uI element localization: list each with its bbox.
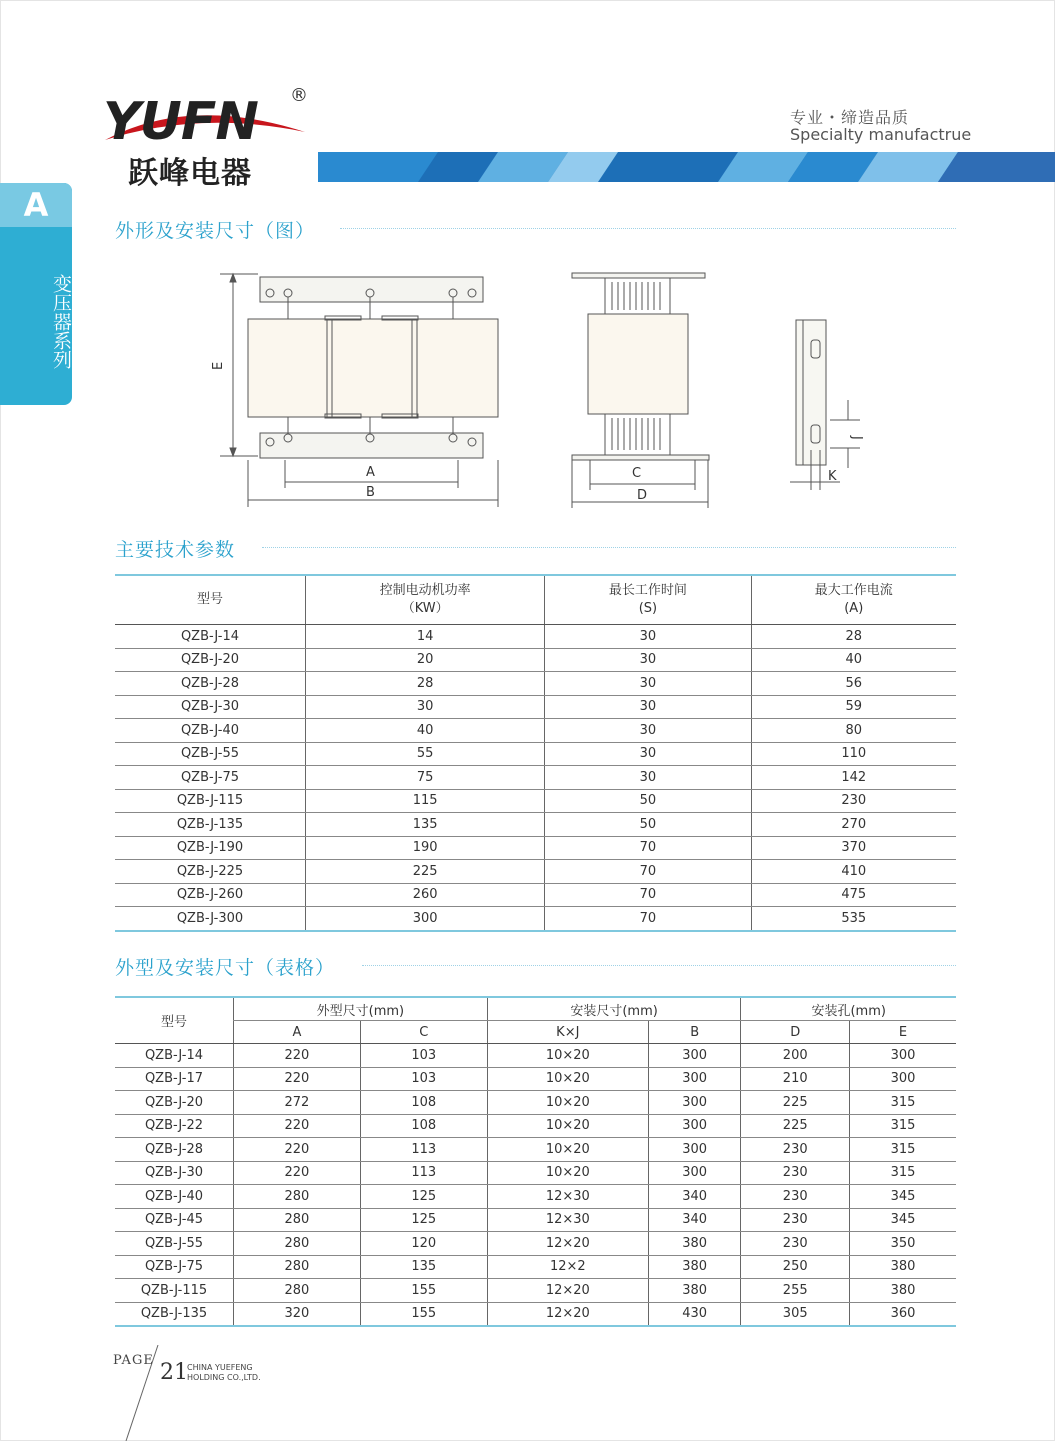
brand-name-cn: 跃峰电器 bbox=[128, 156, 252, 191]
table-row bbox=[115, 1138, 956, 1162]
value-cell: 300 bbox=[849, 1044, 956, 1068]
value-cell: 10×20 bbox=[487, 1114, 648, 1138]
value-cell: 142 bbox=[751, 766, 956, 790]
value-cell: 30 bbox=[545, 742, 751, 766]
value-cell: 535 bbox=[751, 907, 956, 931]
header-a: A bbox=[234, 1021, 361, 1044]
model-cell: QZB-J-45 bbox=[115, 1208, 234, 1232]
value-cell: 380 bbox=[648, 1255, 741, 1279]
table-row bbox=[115, 648, 956, 672]
model-cell: QZB-J-75 bbox=[115, 1255, 234, 1279]
value-cell: 12×30 bbox=[487, 1185, 648, 1209]
model-cell: QZB-J-30 bbox=[115, 695, 306, 719]
slogan-en: Specialty manufactrue bbox=[790, 125, 972, 144]
model-cell: QZB-J-17 bbox=[115, 1067, 234, 1091]
section-divider bbox=[362, 965, 956, 966]
table-row bbox=[115, 836, 956, 860]
table-row bbox=[115, 1279, 956, 1303]
value-cell: 305 bbox=[741, 1302, 850, 1326]
header-d: D bbox=[741, 1021, 850, 1044]
value-cell: 108 bbox=[360, 1091, 487, 1115]
value-cell: 120 bbox=[360, 1232, 487, 1256]
value-cell: 190 bbox=[306, 836, 545, 860]
label-c: C bbox=[632, 466, 642, 481]
model-cell: QZB-J-20 bbox=[115, 648, 306, 672]
table-header-row bbox=[115, 575, 956, 625]
value-cell: 108 bbox=[360, 1114, 487, 1138]
header-power-unit: （KW） bbox=[401, 601, 449, 616]
value-cell: 155 bbox=[360, 1279, 487, 1303]
header-current-label: 最大工作电流 bbox=[814, 583, 893, 598]
table-group-header-row bbox=[115, 997, 956, 1021]
value-cell: 10×20 bbox=[487, 1067, 648, 1091]
table-header-row bbox=[115, 1021, 956, 1044]
slogan-cn: 专业・缔造品质 bbox=[790, 108, 910, 127]
table-row bbox=[115, 1185, 956, 1209]
model-cell: QZB-J-28 bbox=[115, 672, 306, 696]
value-cell: 113 bbox=[360, 1138, 487, 1162]
table-row bbox=[115, 1232, 956, 1256]
model-cell: QZB-J-14 bbox=[115, 625, 306, 649]
value-cell: 30 bbox=[545, 766, 751, 790]
header-time bbox=[545, 575, 751, 625]
table-row bbox=[115, 1208, 956, 1232]
section-title-params: 主要技术参数 bbox=[115, 539, 236, 561]
value-cell: 80 bbox=[751, 719, 956, 743]
value-cell: 230 bbox=[741, 1161, 850, 1185]
header-time-label: 最长工作时间 bbox=[608, 583, 687, 598]
value-cell: 340 bbox=[648, 1208, 741, 1232]
value-cell: 200 bbox=[741, 1044, 850, 1068]
header-power bbox=[306, 575, 545, 625]
value-cell: 410 bbox=[751, 860, 956, 884]
value-cell: 113 bbox=[360, 1161, 487, 1185]
value-cell: 30 bbox=[545, 695, 751, 719]
value-cell: 70 bbox=[545, 860, 751, 884]
value-cell: 370 bbox=[751, 836, 956, 860]
label-d: D bbox=[637, 488, 648, 503]
value-cell: 300 bbox=[648, 1161, 741, 1185]
value-cell: 280 bbox=[234, 1208, 361, 1232]
model-cell: QZB-J-40 bbox=[115, 719, 306, 743]
label-b: B bbox=[366, 485, 375, 500]
value-cell: 345 bbox=[849, 1185, 956, 1209]
header-model: 型号 bbox=[115, 575, 306, 625]
value-cell: 103 bbox=[360, 1044, 487, 1068]
value-cell: 250 bbox=[741, 1255, 850, 1279]
value-cell: 230 bbox=[741, 1138, 850, 1162]
value-cell: 220 bbox=[234, 1067, 361, 1091]
page-number: 21 bbox=[160, 1360, 188, 1385]
label-a: A bbox=[366, 465, 375, 480]
value-cell: 50 bbox=[545, 813, 751, 837]
table-row bbox=[115, 742, 956, 766]
table-row bbox=[115, 1161, 956, 1185]
value-cell: 30 bbox=[545, 719, 751, 743]
dimension-drawing bbox=[200, 260, 900, 515]
company-line-1: CHINA YUEFENG bbox=[187, 1363, 253, 1372]
value-cell: 125 bbox=[360, 1185, 487, 1209]
model-cell: QZB-J-115 bbox=[115, 1279, 234, 1303]
value-cell: 70 bbox=[545, 836, 751, 860]
header-current-unit: (A) bbox=[844, 601, 864, 616]
value-cell: 300 bbox=[306, 907, 545, 931]
value-cell: 300 bbox=[648, 1067, 741, 1091]
page-label: PAGE bbox=[113, 1353, 154, 1368]
value-cell: 30 bbox=[545, 672, 751, 696]
label-e: E bbox=[211, 361, 226, 370]
value-cell: 225 bbox=[741, 1114, 850, 1138]
table-row bbox=[115, 695, 956, 719]
value-cell: 380 bbox=[648, 1232, 741, 1256]
header-install-hole: 安装孔(mm) bbox=[741, 997, 956, 1021]
value-cell: 115 bbox=[306, 789, 545, 813]
value-cell: 12×20 bbox=[487, 1302, 648, 1326]
value-cell: 270 bbox=[751, 813, 956, 837]
value-cell: 50 bbox=[545, 789, 751, 813]
model-cell: QZB-J-75 bbox=[115, 766, 306, 790]
value-cell: 40 bbox=[751, 648, 956, 672]
table-row bbox=[115, 789, 956, 813]
section-divider bbox=[340, 228, 956, 229]
value-cell: 225 bbox=[741, 1091, 850, 1115]
value-cell: 220 bbox=[234, 1161, 361, 1185]
table-row bbox=[115, 813, 956, 837]
value-cell: 320 bbox=[234, 1302, 361, 1326]
table-row bbox=[115, 1255, 956, 1279]
header-model: 型号 bbox=[115, 997, 234, 1044]
value-cell: 14 bbox=[306, 625, 545, 649]
table-row bbox=[115, 1114, 956, 1138]
model-cell: QZB-J-135 bbox=[115, 1302, 234, 1326]
section-title-drawing: 外形及安装尺寸（图） bbox=[115, 220, 316, 242]
header-b: B bbox=[648, 1021, 741, 1044]
value-cell: 475 bbox=[751, 883, 956, 907]
table-row bbox=[115, 672, 956, 696]
model-cell: QZB-J-55 bbox=[115, 1232, 234, 1256]
value-cell: 135 bbox=[306, 813, 545, 837]
table-row bbox=[115, 1044, 956, 1068]
header-kj: K×J bbox=[487, 1021, 648, 1044]
value-cell: 230 bbox=[751, 789, 956, 813]
registered-mark: ® bbox=[290, 85, 308, 106]
value-cell: 30 bbox=[306, 695, 545, 719]
value-cell: 40 bbox=[306, 719, 545, 743]
section-divider bbox=[262, 547, 956, 548]
value-cell: 300 bbox=[849, 1067, 956, 1091]
value-cell: 280 bbox=[234, 1279, 361, 1303]
value-cell: 30 bbox=[545, 625, 751, 649]
value-cell: 220 bbox=[234, 1044, 361, 1068]
model-cell: QZB-J-22 bbox=[115, 1114, 234, 1138]
value-cell: 125 bbox=[360, 1208, 487, 1232]
header-e: E bbox=[849, 1021, 956, 1044]
value-cell: 380 bbox=[648, 1279, 741, 1303]
label-k: K bbox=[828, 469, 837, 484]
header-power-label: 控制电动机功率 bbox=[379, 583, 471, 598]
model-cell: QZB-J-115 bbox=[115, 789, 306, 813]
value-cell: 28 bbox=[306, 672, 545, 696]
value-cell: 255 bbox=[741, 1279, 850, 1303]
company-name bbox=[187, 1363, 261, 1383]
model-cell: QZB-J-190 bbox=[115, 836, 306, 860]
value-cell: 272 bbox=[234, 1091, 361, 1115]
model-cell: QZB-J-28 bbox=[115, 1138, 234, 1162]
value-cell: 59 bbox=[751, 695, 956, 719]
model-cell: QZB-J-260 bbox=[115, 883, 306, 907]
table-row bbox=[115, 766, 956, 790]
table-row bbox=[115, 1302, 956, 1326]
value-cell: 12×20 bbox=[487, 1279, 648, 1303]
side-tab-text: 变压器系列 bbox=[50, 273, 72, 369]
value-cell: 340 bbox=[648, 1185, 741, 1209]
value-cell: 380 bbox=[849, 1255, 956, 1279]
side-tab bbox=[0, 183, 72, 405]
table-row bbox=[115, 1067, 956, 1091]
value-cell: 280 bbox=[234, 1185, 361, 1209]
value-cell: 30 bbox=[545, 648, 751, 672]
value-cell: 300 bbox=[648, 1091, 741, 1115]
value-cell: 230 bbox=[741, 1232, 850, 1256]
value-cell: 300 bbox=[648, 1114, 741, 1138]
value-cell: 10×20 bbox=[487, 1161, 648, 1185]
value-cell: 75 bbox=[306, 766, 545, 790]
value-cell: 220 bbox=[234, 1114, 361, 1138]
params-table bbox=[115, 574, 956, 932]
value-cell: 230 bbox=[741, 1208, 850, 1232]
table-row bbox=[115, 907, 956, 931]
value-cell: 220 bbox=[234, 1138, 361, 1162]
value-cell: 315 bbox=[849, 1091, 956, 1115]
value-cell: 230 bbox=[741, 1185, 850, 1209]
model-cell: QZB-J-55 bbox=[115, 742, 306, 766]
value-cell: 28 bbox=[751, 625, 956, 649]
dimensions-table bbox=[115, 996, 956, 1327]
table-row bbox=[115, 883, 956, 907]
value-cell: 280 bbox=[234, 1255, 361, 1279]
model-cell: QZB-J-300 bbox=[115, 907, 306, 931]
value-cell: 225 bbox=[306, 860, 545, 884]
model-cell: QZB-J-14 bbox=[115, 1044, 234, 1068]
company-line-2: HOLDING CO.,LTD. bbox=[187, 1373, 261, 1382]
value-cell: 155 bbox=[360, 1302, 487, 1326]
value-cell: 70 bbox=[545, 883, 751, 907]
value-cell: 110 bbox=[751, 742, 956, 766]
value-cell: 210 bbox=[741, 1067, 850, 1091]
front-view-drawing bbox=[220, 274, 498, 507]
model-cell: QZB-J-30 bbox=[115, 1161, 234, 1185]
header-current bbox=[751, 575, 956, 625]
header-banner bbox=[318, 152, 1055, 182]
value-cell: 56 bbox=[751, 672, 956, 696]
model-cell: QZB-J-225 bbox=[115, 860, 306, 884]
value-cell: 430 bbox=[648, 1302, 741, 1326]
header-outer-size: 外型尺寸(mm) bbox=[234, 997, 488, 1021]
value-cell: 315 bbox=[849, 1161, 956, 1185]
model-cell: QZB-J-135 bbox=[115, 813, 306, 837]
value-cell: 10×20 bbox=[487, 1138, 648, 1162]
value-cell: 103 bbox=[360, 1067, 487, 1091]
value-cell: 300 bbox=[648, 1044, 741, 1068]
value-cell: 360 bbox=[849, 1302, 956, 1326]
section-title-dimensions: 外型及安装尺寸（表格） bbox=[115, 957, 336, 979]
table-row bbox=[115, 1091, 956, 1115]
value-cell: 12×20 bbox=[487, 1232, 648, 1256]
value-cell: 315 bbox=[849, 1114, 956, 1138]
model-cell: QZB-J-20 bbox=[115, 1091, 234, 1115]
rail-detail-drawing bbox=[790, 320, 860, 490]
value-cell: 260 bbox=[306, 883, 545, 907]
header-c: C bbox=[360, 1021, 487, 1044]
value-cell: 380 bbox=[849, 1279, 956, 1303]
value-cell: 315 bbox=[849, 1138, 956, 1162]
label-j: J bbox=[849, 436, 864, 440]
value-cell: 55 bbox=[306, 742, 545, 766]
table-row bbox=[115, 860, 956, 884]
header-install-size: 安装尺寸(mm) bbox=[487, 997, 741, 1021]
value-cell: 280 bbox=[234, 1232, 361, 1256]
logo-text: YUFN bbox=[103, 92, 258, 152]
value-cell: 12×30 bbox=[487, 1208, 648, 1232]
model-cell: QZB-J-40 bbox=[115, 1185, 234, 1209]
value-cell: 70 bbox=[545, 907, 751, 931]
value-cell: 10×20 bbox=[487, 1091, 648, 1115]
value-cell: 12×2 bbox=[487, 1255, 648, 1279]
value-cell: 350 bbox=[849, 1232, 956, 1256]
table-row bbox=[115, 719, 956, 743]
header-time-unit: (S) bbox=[638, 601, 658, 616]
value-cell: 20 bbox=[306, 648, 545, 672]
value-cell: 300 bbox=[648, 1138, 741, 1162]
value-cell: 10×20 bbox=[487, 1044, 648, 1068]
value-cell: 345 bbox=[849, 1208, 956, 1232]
table-row bbox=[115, 625, 956, 649]
side-tab-letter: A bbox=[0, 183, 72, 227]
value-cell: 135 bbox=[360, 1255, 487, 1279]
